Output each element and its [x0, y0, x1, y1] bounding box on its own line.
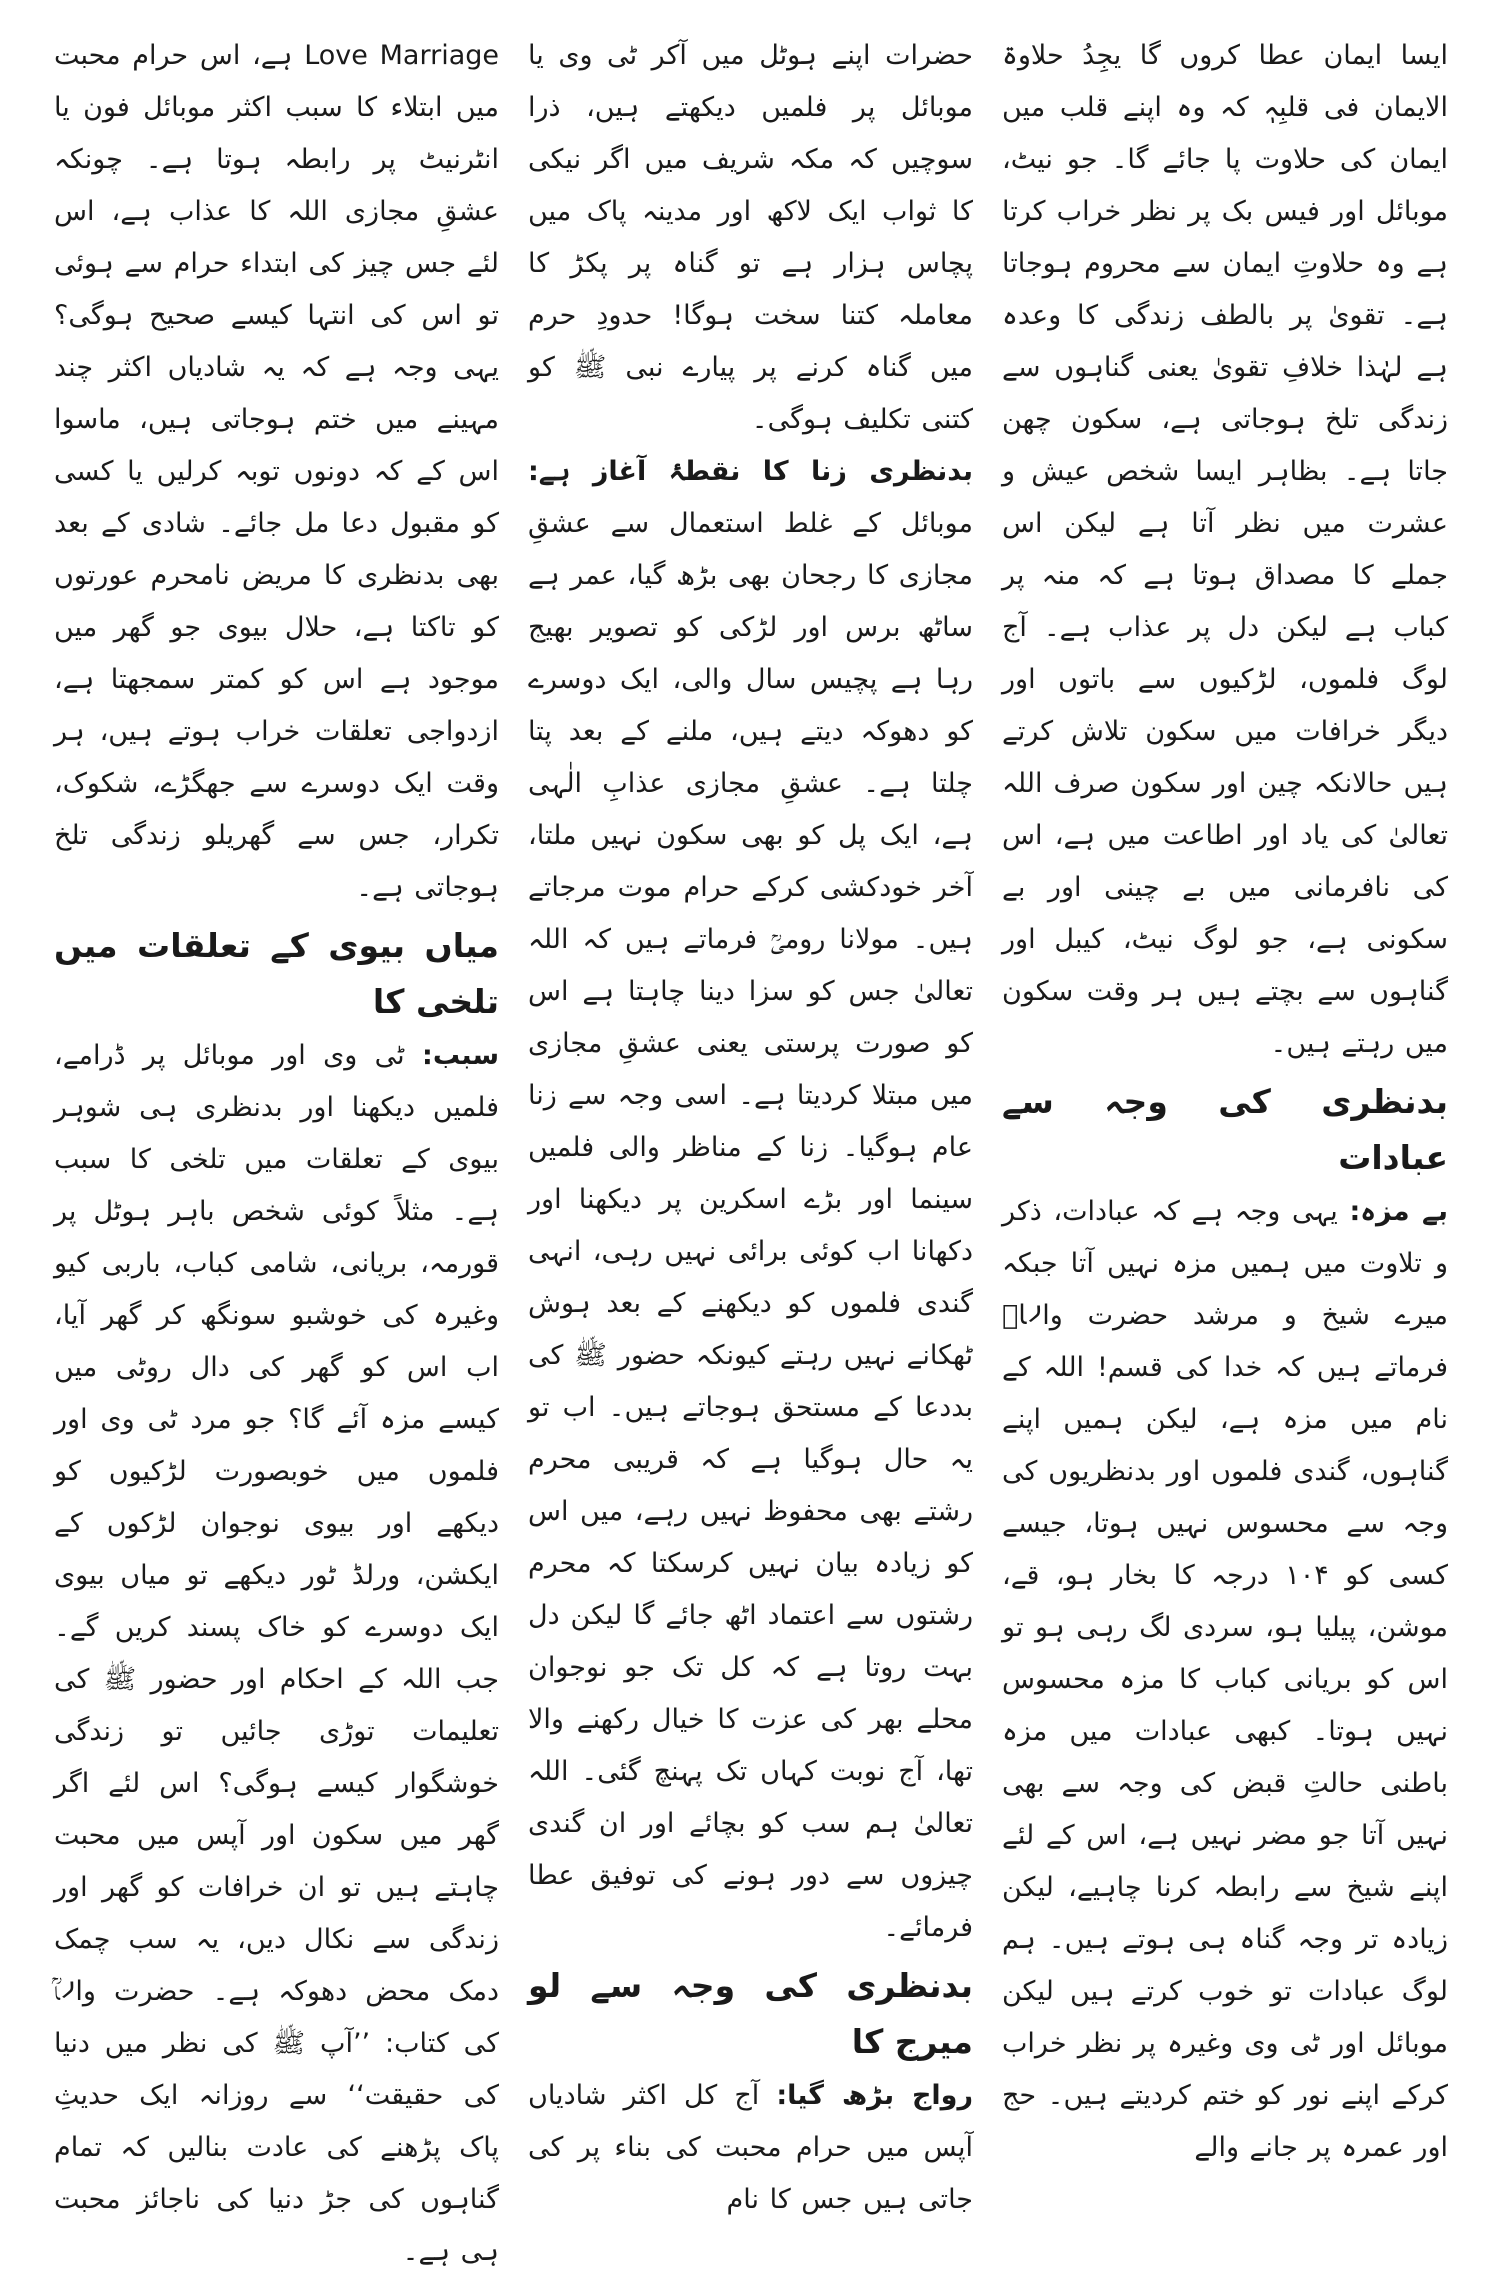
paragraph-lead: رواج بڑھ گیا: — [776, 2080, 974, 2111]
paragraph: ایسا ایمان عطا کروں گا یجِدُ حلاوۃ الایمان فی قلبِہٖ کہ وہ اپنے قلب میں ایمان کی حلاوت پا جائے گا۔ جو نیٹ، موبائل اور فیس بک پر نظر خراب کرتا ہے وہ حلاوتِ ایمان سے محروم ہوجاتا ہے۔ تقویٰ پر بالطف زندگی کا وعدہ ہے لہٰذا خلافِ تقویٰ یعنی گناہوں سے زندگی تلخ ہوجاتی ہے، سکون چھن جاتا ہے۔ بظاہر ایسا شخص عیش و عشرت میں نظر آتا ہے لیکن اس جملے کا مصداق ہوتا ہے کہ منہ پر کباب ہے لیکن دل پر عذاب ہے۔ آج لوگ فلموں، لڑکیوں سے باتوں اور دیگر خرافات میں سکون تلاش کرتے ہیں حالانکہ چین اور سکون صرف اللہ تعالیٰ کی یاد اور اطاعت میں ہے، اس کی نافرمانی میں بے چینی اور بے سکونی ہے، جو لوگ نیٹ، کیبل اور گناہوں سے بچتے ہیں ہر وقت سکون میں رہتے ہیں۔ — [1002, 40, 1448, 1059]
text-column-left — [40, 30, 514, 2267]
paragraph-lead: سبب: — [422, 1040, 499, 1071]
paragraph-body: ٹی وی اور موبائل پر ڈرامے، فلمیں دیکھنا اور بدنظری ہی شوہر بیوی کے تعلقات میں تلخی کا سبب ہے۔ مثلاً کوئی شخص باہر ہوٹل پر قورمہ، بریانی، شامی کباب، باربی کیو وغیرہ کی خوشبو سونگھ کر گھر آیا، اب اس کو گھر کی دال روٹی میں کیسے مزہ آئے گا؟ جو مرد ٹی وی اور فلموں میں خوبصورت لڑکیوں کو دیکھے اور بیوی نوجوان لڑکوں کے ایکشن، ورلڈ ٹور دیکھے تو میاں بیوی ایک دوسرے کو خاک پسند کریں گے۔ جب اللہ کے احکام اور حضور ﷺ کی تعلیمات توڑی جائیں تو زندگی خوشگوار کیسے ہوگی؟ اس لئے اگر گھر میں سکون اور آپس میں محبت چاہتے ہیں تو ان خرافات کو گھر اور زندگی سے نکال دیں، یہ سب چمک دمک محض دھوکہ ہے۔ حضرت والاؒ کی کتاب: ’’آپ ﷺ کی نظر میں دنیا کی حقیقت‘‘ سے روزانہ ایک حدیثِ پاک پڑھنے کی عادت بنالیں کہ تمام گناہوں کی جڑ دنیا کی ناجائز محبت ہی ہے۔ — [54, 1040, 499, 2267]
paragraph: Love Marriage ہے، اس حرام محبت میں ابتلاء کا سبب اکثر موبائل فون یا انٹرنیٹ پر رابطہ ہوتا ہے۔ چونکہ عشقِ مجازی اللہ کا عذاب ہے، اس لئے جس چیز کی ابتداء حرام سے ہوئی تو اس کی انتہا کیسے صحیح ہوگی؟ یہی وجہ ہے کہ یہ شادیاں اکثر چند مہینے میں ختم ہوجاتی ہیں، ماسوا اس کے کہ دونوں توبہ کرلیں یا کسی کو مقبول دعا مل جائے۔ شادی کے بعد بھی بدنظری کا مریض نامحرم عورتوں کو تاکتا ہے، حلال بیوی جو گھر میں موجود ہے اس کو کمتر سمجھتا ہے، ازدواجی تعلقات خراب ہوتے ہیں، ہر وقت ایک دوسرے سے جھگڑے، شکوک، تکرار، جس سے گھریلو زندگی تلخ ہوجاتی ہے۔ — [54, 40, 499, 903]
paragraph-body: یہی وجہ ہے کہ عبادات، ذکر و تلاوت میں ہمیں مزہ نہیں آتا جبکہ میرے شیخ و مرشد حضرت والاؒ فرماتے ہیں کہ خدا کی قسم! اللہ کے نام میں مزہ ہے، لیکن ہمیں اپنے گناہوں، گندی فلموں اور بدنظریوں کی وجہ سے محسوس نہیں ہوتا، جیسے کسی کو ۱۰۴ درجہ کا بخار ہو، قے، موشن، پیلیا ہو، سردی لگ رہی ہو تو اس کو بریانی کباب کا مزہ محسوس نہیں ہوتا۔ کبھی عبادات میں مزہ باطنی حالتِ قبض کی وجہ سے بھی نہیں آتا جو مضر نہیں ہے، اس کے لئے اپنے شیخ سے رابطہ کرنا چاہیے، لیکن زیادہ تر وجہ گناہ ہی ہوتے ہیں۔ ہم لوگ عبادات تو خوب کرتے ہیں لیکن موبائل اور ٹی وی وغیرہ پر نظر خراب کرکے اپنے نور کو ختم کردیتے ہیں۔ حج اور عمرہ پر جانے والے — [1002, 1196, 1448, 2163]
paragraph: حضرات اپنے ہوٹل میں آکر ٹی وی یا موبائل پر فلمیں دیکھتے ہیں، ذرا سوچیں کہ مکہ شریف میں اگر نیکی کا ثواب ایک لاکھ اور مدینہ پاک میں پچاس ہزار ہے تو گناہ پر پکڑ کا معاملہ کتنا سخت ہوگا! حدودِ حرم میں گناہ کرنے پر پیارے نبی ﷺ کو کتنی تکلیف ہوگی۔ — [528, 40, 973, 435]
paragraph — [528, 446, 973, 1954]
paragraph — [54, 1030, 499, 2278]
paragraph-lead: بدنظری زنا کا نقطۂ آغاز ہے: — [528, 456, 973, 487]
paragraph — [1002, 1186, 1448, 2174]
paragraph-body: موبائل کے غلط استعمال سے عشقِ مجازی کا رجحان بھی بڑھ گیا، عمر ہے ساٹھ برس اور لڑکی کو تصویر بھیج رہا ہے پچیس سال والی، ایک دوسرے کو دھوکہ دیتے ہیں، ملنے کے بعد پتا چلتا ہے۔ عشقِ مجازی عذابِ الٰہی ہے، ایک پل کو بھی سکون نہیں ملتا، آخر خودکشی کرکے حرام موت مرجاتے ہیں۔ مولانا رومیؒ فرماتے ہیں کہ اللہ تعالیٰ جس کو سزا دینا چاہتا ہے اس کو صورت پرستی یعنی عشقِ مجازی میں مبتلا کردیتا ہے۔ اسی وجہ سے زنا عام ہوگیا۔ زنا کے مناظر والی فلمیں سینما اور بڑے اسکرین پر دیکھنا اور دکھانا اب کوئی برائی نہیں رہی، انہی گندی فلموں کو دیکھنے کے بعد ہوش ٹھکانے نہیں رہتے کیونکہ حضور ﷺ کی بددعا کے مستحق ہوجاتے ہیں۔ اب تو یہ حال ہوگیا ہے کہ قریبی محرم رشتے بھی محفوظ نہیں رہے، میں اس کو زیادہ بیان نہیں کرسکتا کہ محرم رشتوں سے اعتماد اٹھ جائے گا لیکن دل بہت روتا ہے کہ کل تک جو نوجوان محلے بھر کی عزت کا خیال رکھنے والا تھا، آج نوبت کہاں تک پہنچ گئی۔ اللہ تعالیٰ ہم سب کو بچائے اور ان گندی چیزوں سے دور ہونے کی توفیق عطا فرمائے۔ — [528, 508, 973, 1943]
section-heading: بدنظری کی وجہ سے لو میرج کا — [528, 1966, 973, 2061]
section-heading: بدنظری کی وجہ سے عبادات — [1002, 1082, 1448, 1177]
newspaper-page — [38, 30, 1462, 2267]
paragraph-lead: بے مزہ: — [1349, 1196, 1448, 1227]
text-column-middle — [514, 30, 988, 2215]
paragraph-body: آج کل اکثر شادیاں آپس میں حرام محبت کی بناء پر کی جاتی ہیں جس کا نام — [528, 2080, 973, 2215]
paragraph — [528, 2070, 973, 2226]
text-column-right — [988, 30, 1462, 2180]
section-heading: میاں بیوی کے تعلقات میں تلخی کا — [54, 926, 499, 1021]
